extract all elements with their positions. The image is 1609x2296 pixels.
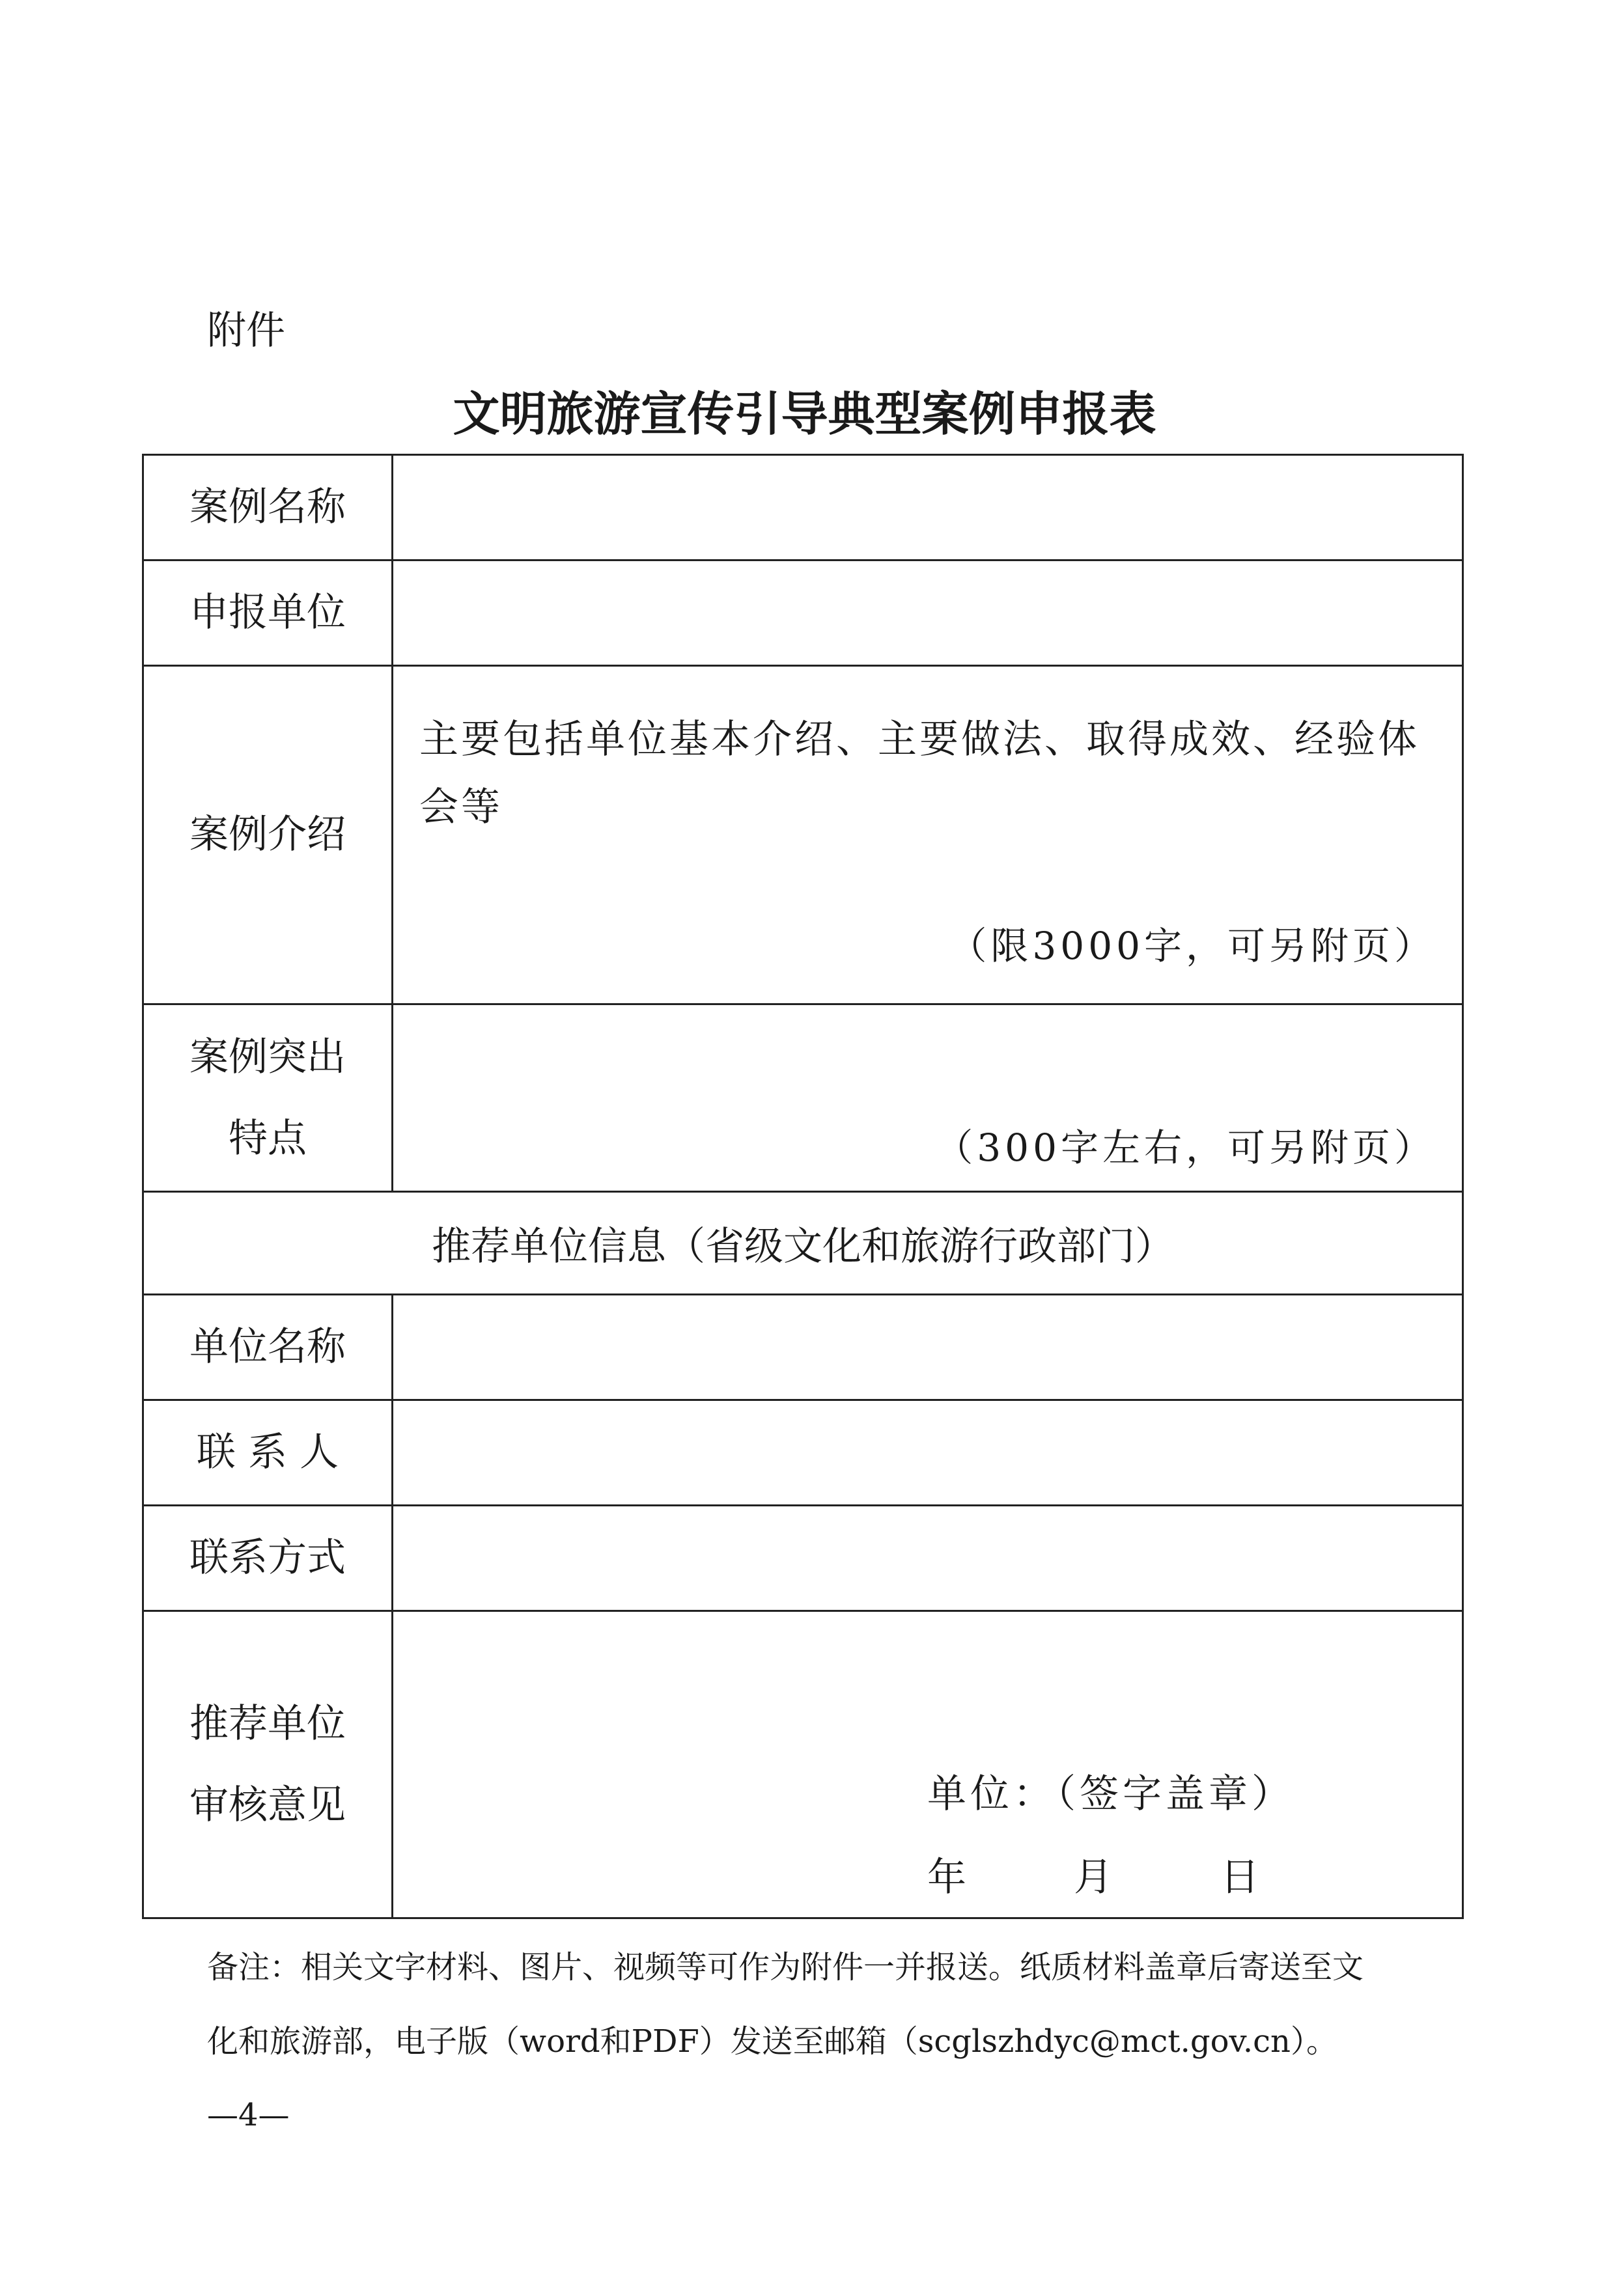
contact-person-label: 联 系 人 [143,1400,393,1506]
footnote-line1: 备注：相关文字材料、图片、视频等可作为附件一并报送。纸质材料盖章后寄送至文 [207,1949,1364,1985]
sign-unit-label: 单位：（签字盖章） [927,1771,1294,1817]
review-label-line2: 审核意见 [189,1782,346,1828]
page-number: —4— [207,2097,290,2133]
unit-name-label: 单位名称 [143,1295,393,1400]
contact-method-label: 联系方式 [143,1506,393,1611]
case-name-field[interactable] [393,455,1463,560]
review-label [143,1611,393,1918]
features-label-line2: 特点 [229,1115,307,1161]
features-field[interactable] [393,1004,1463,1192]
date-month: 月 [1074,1855,1113,1900]
recommender-section-title: 推荐单位信息（省级文化和旅游行政部门） [143,1192,1463,1295]
contact-method-field[interactable] [393,1506,1463,1611]
features-label [143,1004,393,1192]
applicant-field[interactable] [393,560,1463,666]
features-limit: （300字左右，可另附页） [935,1126,1436,1170]
unit-name-field[interactable] [393,1295,1463,1400]
case-name-label: 案例名称 [143,455,393,560]
sign-date [927,1855,1259,1900]
review-field[interactable] [393,1611,1463,1918]
case-intro-label: 案例介绍 [143,666,393,1004]
features-label-line1: 案例突出 [189,1034,346,1080]
review-label-line1: 推荐单位 [189,1700,346,1747]
page-title: 文明旅游宣传引导典型案例申报表 [453,386,1156,441]
date-day: 日 [1220,1855,1259,1900]
applicant-label: 申报单位 [143,560,393,666]
attachment-label: 附件 [207,308,285,353]
date-year: 年 [927,1855,966,1900]
case-intro-hint: 主要包括单位基本介绍、主要做法、取得成效、经验体会等 [419,717,1420,830]
application-form-table [142,454,1464,1919]
case-intro-limit: （限3000字，可另附页） [949,924,1436,968]
footnote-line2: 化和旅游部，电子版（word和PDF）发送至邮箱（scglszhdyc@mct.gov.cn）。 [207,2023,1337,2060]
case-intro-field[interactable] [393,666,1463,1004]
contact-person-field[interactable] [393,1400,1463,1506]
